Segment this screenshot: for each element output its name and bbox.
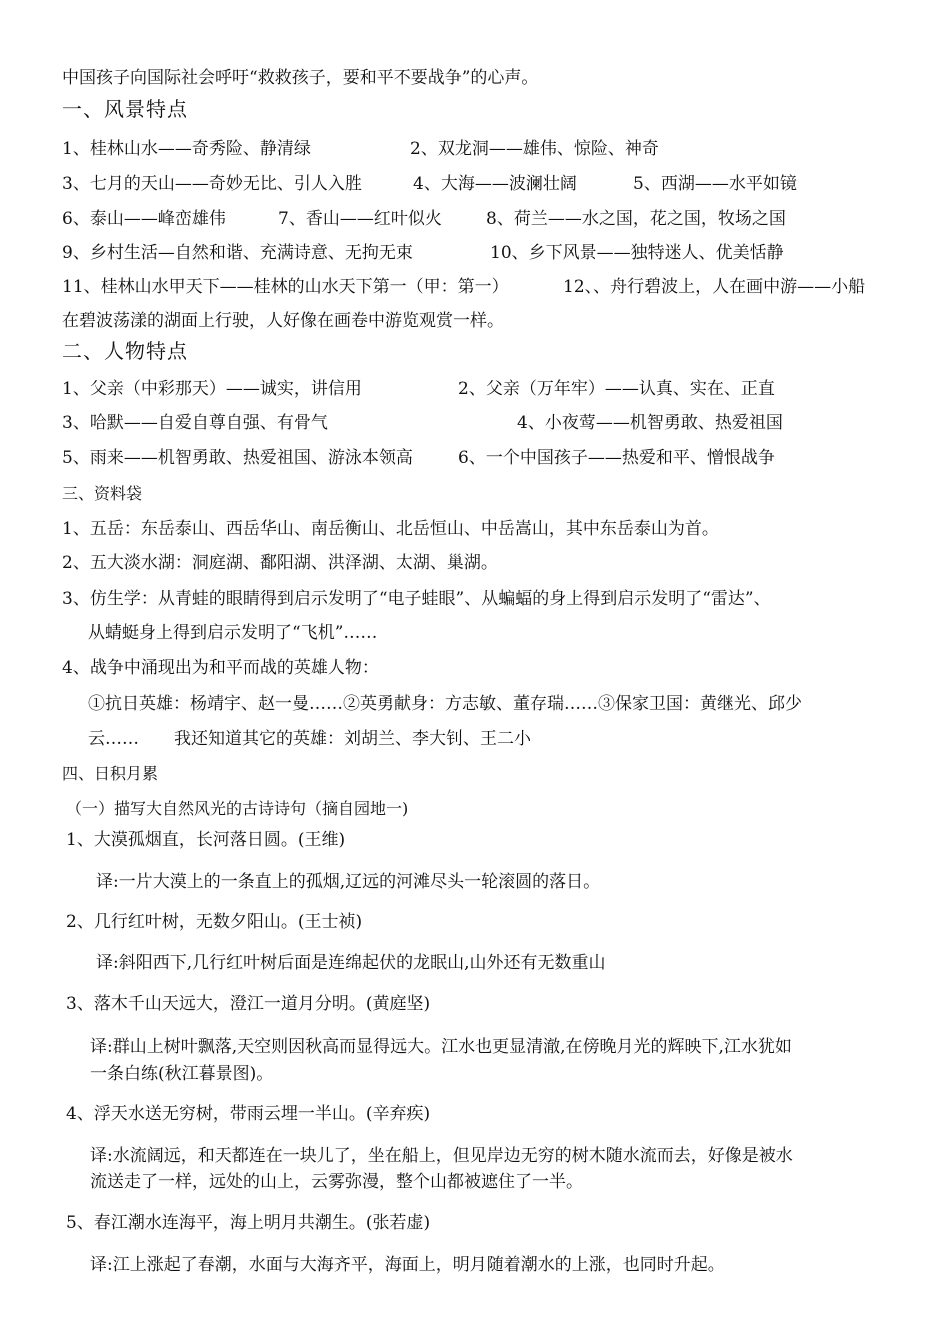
character-item-2: 2、父亲（万年牢）——认真、实在、正直: [458, 379, 775, 399]
translation-5: 译:江上涨起了春潮，水面与大海齐平，海面上，明月随着潮水的上涨，也同时升起。: [90, 1255, 725, 1275]
character-item-6: 6、一个中国孩子——热爱和平、憎恨战争: [458, 448, 775, 468]
translation-4: 译:水流阔远，和天都连在一块儿了，坐在船上，但见岸边无穷的树木随水流而去，好像是被水: [90, 1146, 793, 1166]
poem-4: 4、浮天水送无穷树，带雨云埋一半山。(辛弃疾): [66, 1104, 431, 1124]
character-item-4: 4、小夜莺——机智勇敢、热爱祖国: [517, 413, 783, 433]
info-item-4-other-heroes: 我还知道其它的英雄：刘胡兰、李大钊、王二小: [174, 729, 531, 749]
info-item-1: 1、五岳：东岳泰山、西岳华山、南岳衡山、北岳恒山、中岳嵩山，其中东岳泰山为首。: [62, 519, 719, 539]
info-item-4-heroes-cont: 云……: [88, 729, 139, 749]
scenery-item-2: 2、双龙洞——雄伟、惊险、神奇: [410, 139, 659, 159]
info-item-3: 3、仿生学：从青蛙的眼睛得到启示发明了“电子蛙眼”、从蝙蝠的身上得到启示发明了“雷达”、: [62, 589, 771, 609]
subsection-heading: （一）描写大自然风光的古诗诗句（摘自园地一): [66, 799, 409, 818]
poem-5: 5、春江潮水连海平，海上明月共潮生。(张若虚): [66, 1213, 431, 1233]
scenery-item-11: 11、桂林山水甲天下——桂林的山水天下第一（甲：第一）: [62, 277, 509, 297]
scenery-item-7: 7、香山——红叶似火: [278, 209, 442, 229]
scenery-item-1: 1、桂林山水——奇秀险、静清绿: [62, 139, 311, 159]
translation-3-cont: 一条白练(秋江暮景图)。: [90, 1064, 274, 1084]
scenery-item-12-cont: 在碧波荡漾的湖面上行驶，人好像在画卷中游览观赏一样。: [62, 311, 504, 331]
character-item-5: 5、雨来——机智勇敢、热爱祖国、游泳本领高: [62, 448, 413, 468]
section-heading-info: 三、资料袋: [62, 484, 143, 503]
poem-1: 1、大漠孤烟直，长河落日圆。(王维): [66, 830, 346, 850]
scenery-item-5: 5、西湖——水平如镜: [633, 174, 797, 194]
section-heading-characters: 二、人物特点: [62, 339, 188, 363]
character-item-3: 3、哈默——自爱自尊自强、有骨气: [62, 413, 328, 433]
scenery-item-4: 4、大海——波澜壮阔: [413, 174, 577, 194]
scenery-item-10: 10、乡下风景——独特迷人、优美恬静: [490, 243, 784, 263]
scenery-item-9: 9、乡村生活—自然和谐、充满诗意、无拘无束: [62, 243, 413, 263]
scenery-item-12: 12、、舟行碧波上，人在画中游——小船: [563, 277, 866, 297]
info-item-4: 4、战争中涌现出为和平而战的英雄人物：: [62, 658, 379, 678]
translation-3: 译:群山上树叶飘落,天空则因秋高而显得远大。江水也更显清澈,在傍晚月光的辉映下,江水犹如: [90, 1037, 792, 1057]
info-item-4-heroes: ①抗日英雄：杨靖宇、赵一曼……②英勇献身：方志敏、董存瑞……③保家卫国：黄继光、邱少: [88, 694, 802, 714]
poem-2: 2、几行红叶树，无数夕阳山。(王士祯): [66, 912, 363, 932]
info-item-2: 2、五大淡水湖：洞庭湖、鄱阳湖、洪泽湖、太湖、巢湖。: [62, 553, 498, 573]
character-item-1: 1、父亲（中彩那天）——诚实，讲信用: [62, 379, 362, 399]
scenery-item-6: 6、泰山——峰峦雄伟: [62, 209, 226, 229]
scenery-item-8: 8、荷兰——水之国，花之国，牧场之国: [486, 209, 786, 229]
info-item-3-cont: 从蜻蜓身上得到启示发明了“飞机”……: [88, 623, 378, 643]
section-heading-accumulation: 四、日积月累: [62, 764, 159, 783]
intro-line: 中国孩子向国际社会呼吁“救救孩子，要和平不要战争”的心声。: [62, 68, 539, 88]
translation-2: 译:斜阳西下,几行红叶树后面是连绵起伏的龙眠山,山外还有无数重山: [96, 953, 606, 973]
translation-1: 译:一片大漠上的一条直上的孤烟,辽远的河滩尽头一轮滚圆的落日。: [96, 872, 601, 892]
scenery-item-3: 3、七月的天山——奇妙无比、引人入胜: [62, 174, 362, 194]
translation-4-cont: 流送走了一样，远处的山上，云雾弥漫，整个山都被遮住了一半。: [90, 1172, 583, 1192]
section-heading-scenery: 一、风景特点: [62, 97, 188, 121]
poem-3: 3、落木千山天远大，澄江一道月分明。(黄庭坚): [66, 994, 431, 1014]
